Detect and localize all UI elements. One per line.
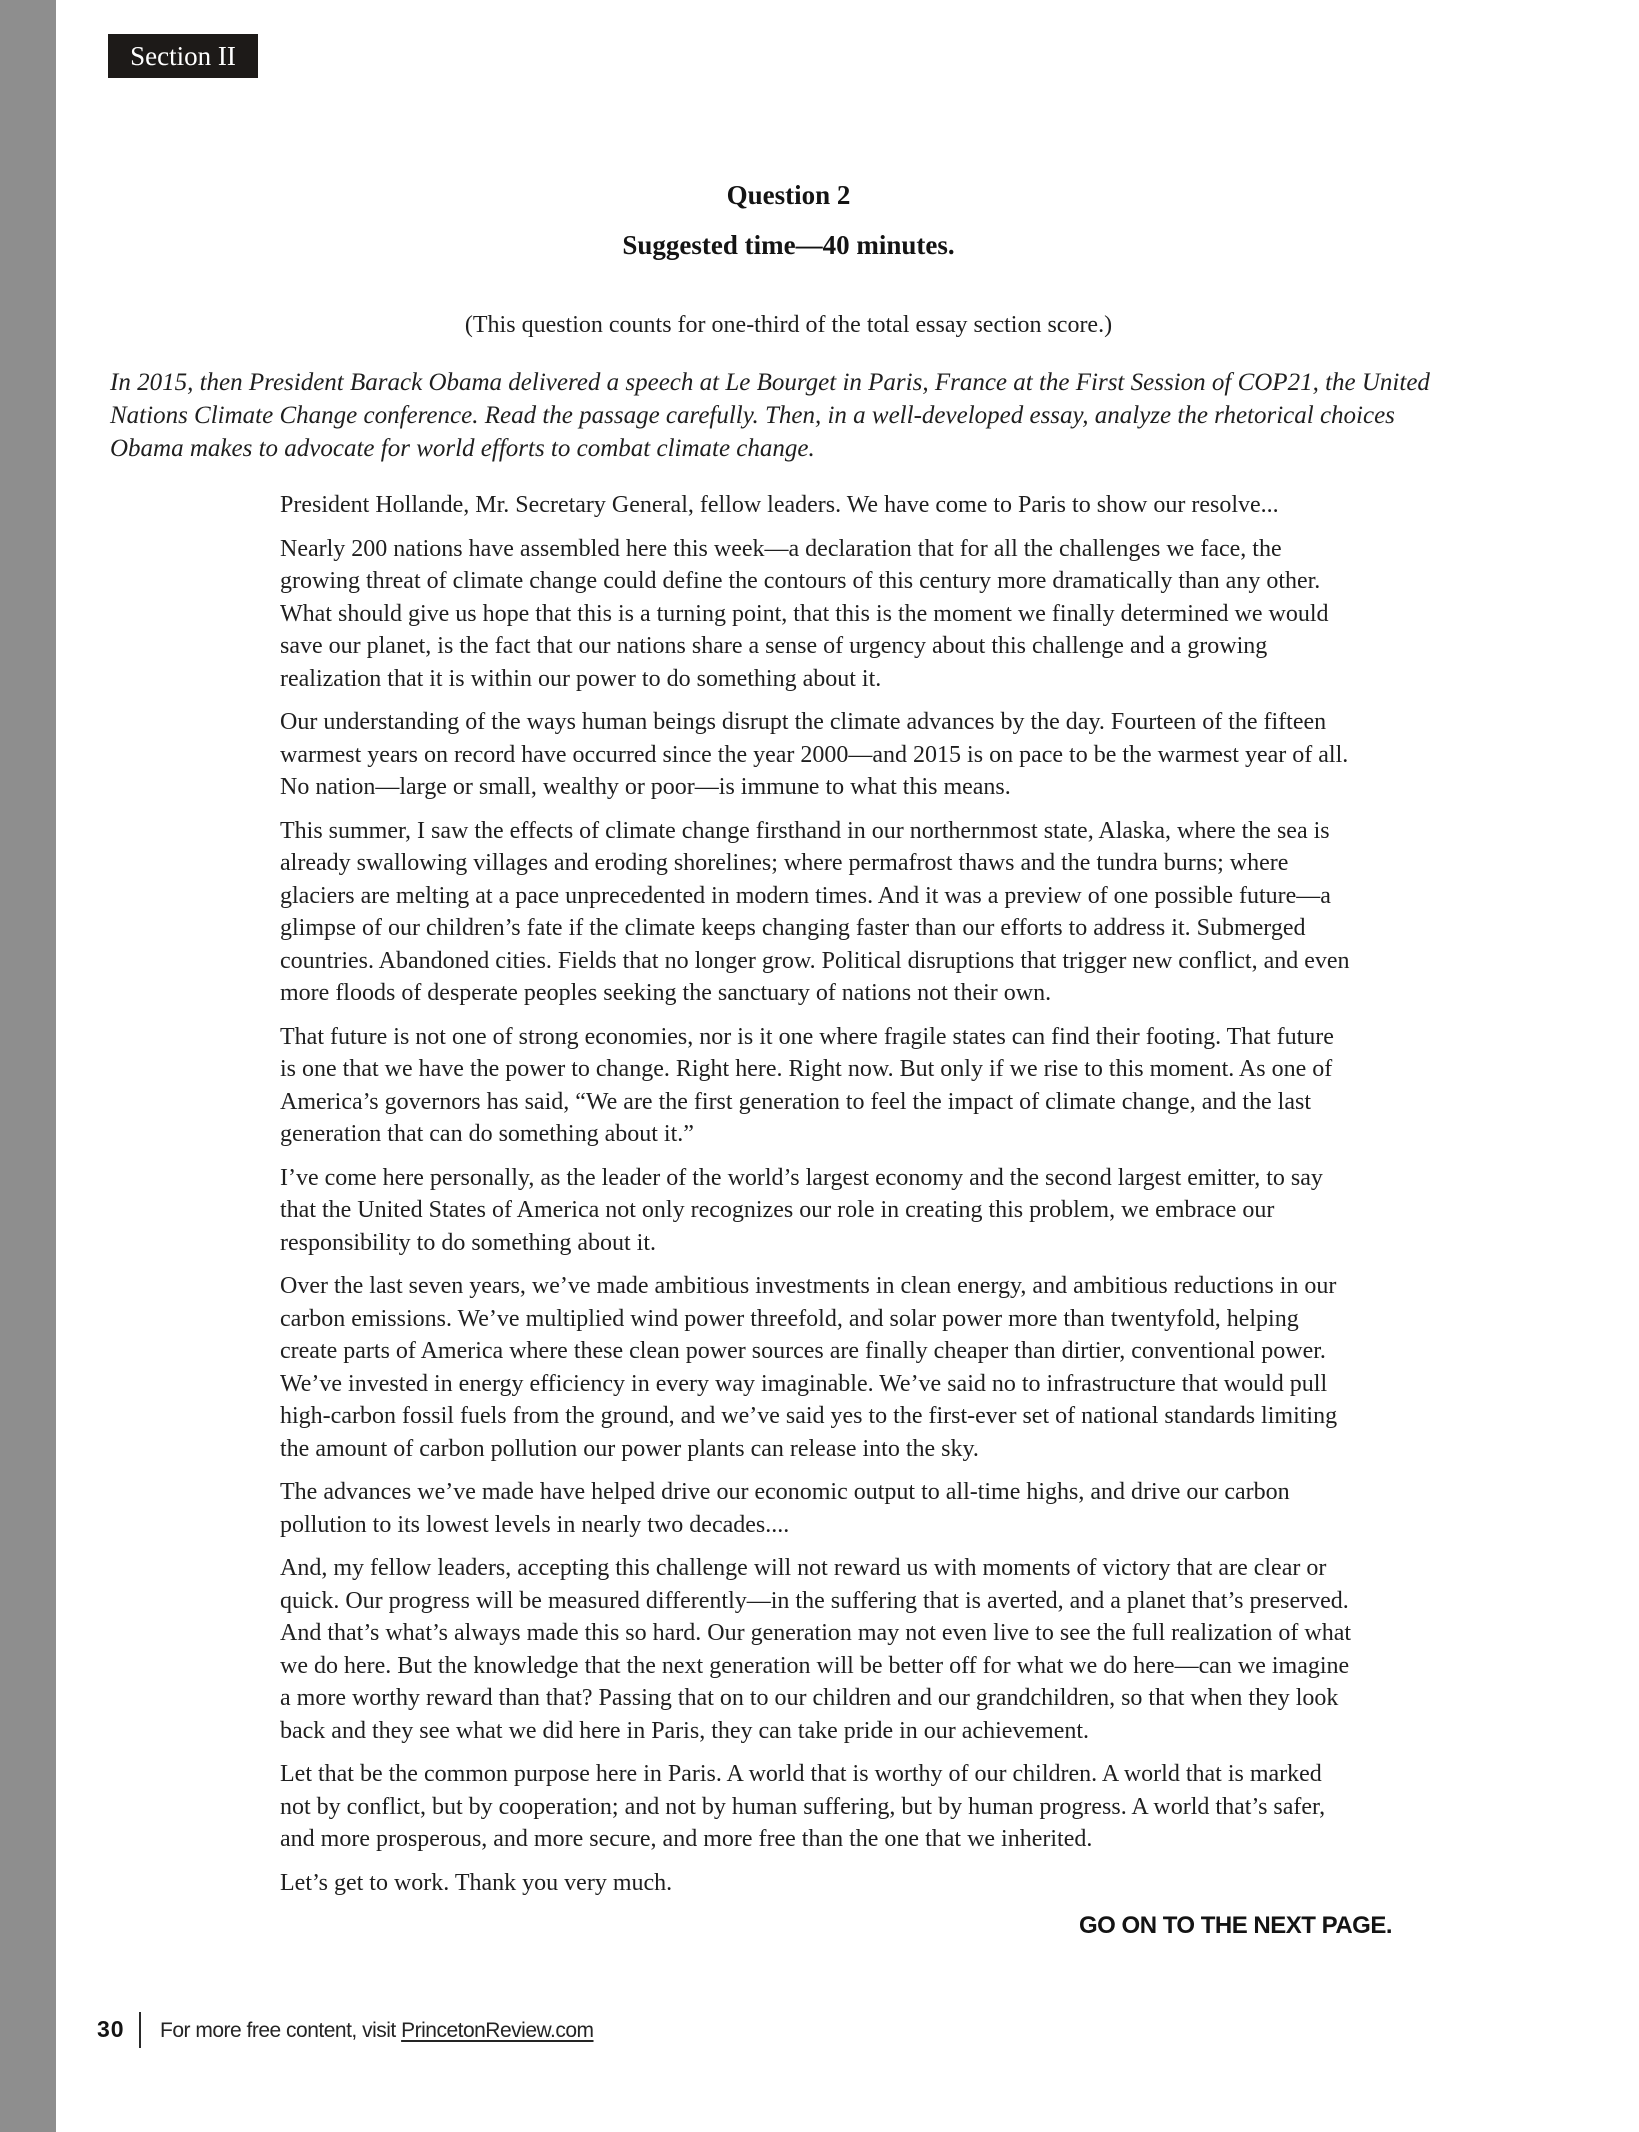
passage-paragraph: That future is not one of strong economies, nor is it one where fragile states can find their footing. That future is one that we have the power to change. Right here. Right now. But only if we rise to this moment. As one of America’s governors has said, “We are the first generation to feel the impact of climate change, and the last generation that can do something about it.” xyxy=(280,1023,1334,1147)
footer-tagline: For more free content, visit xyxy=(160,2019,402,2042)
passage-paragraph: The advances we’ve made have helped drive our economic output to all-time highs, and drive our carbon pollution to its lowest levels in nearly two decades.... xyxy=(280,1479,1290,1538)
footer-text xyxy=(160,2019,594,2043)
passage xyxy=(280,489,1353,1910)
passage-paragraph: President Hollande, Mr. Secretary General, fellow leaders. We have come to Paris to show our resolve... xyxy=(280,492,1279,518)
go-on-notice: GO ON TO THE NEXT PAGE. xyxy=(1079,1912,1392,1939)
page-number: 30 xyxy=(97,2016,125,2042)
passage-paragraph: Nearly 200 nations have assembled here this week—a declaration that for all the challenges we face, the growing threat of climate change could define the contours of this century more dramatically than any other. What should give us hope that this is a turning point, that this is the moment we finally determined we would save our planet, is the fact that our nations share a sense of urgency about this challenge and a growing realization that it is within our power to do something about it. xyxy=(280,535,1329,692)
section-badge-label: Section II xyxy=(130,40,236,71)
passage-paragraph: I’ve come here personally, as the leader of the world’s largest economy and the second largest emitter, to say that the United States of America not only recognizes our role in creating this problem, we embrace our responsibility to do something about it. xyxy=(280,1164,1323,1256)
passage-paragraph: And, my fellow leaders, accepting this challenge will not reward us with moments of victory that are clear or quick. Our progress will be measured differently—in the suffering that is averted, and a planet that’s preserved. And that’s what’s always made this so hard. Our generation may not even live to see the full realization of what we do here. But the knowledge that the next generation will be better off for what we do here—can we imagine a more worthy reward than that? Passing that on to our children and our grandchildren, so that when they look back and they see what we did here in Paris, they can take pride in our achievement. xyxy=(280,1555,1352,1744)
prompt-text: In 2015, then President Barack Obama delivered a speech at Le Bourget in Paris, France at the First Session of COP21, the United Nations Climate Change conference. Read the passage carefully. Then, in a well-developed essay, analyze the rhetorical choices Obama makes to advocate for world efforts to combat climate change. xyxy=(110,369,1430,462)
footer-divider xyxy=(139,2012,141,2048)
princeton-review-link[interactable]: PrincetonReview.com xyxy=(401,2019,594,2042)
passage-paragraph: This summer, I saw the effects of climate change firsthand in our northernmost state, Alaska, where the sea is already swallowing villages and eroding shorelines; where permafrost thaws and the tundra burns; where glaciers are melting at a pace unprecedented in modern times. And it was a preview of one possible future—a glimpse of our children’s fate if the climate keeps changing faster than our efforts to address it. Submerged countries. Abandoned cities. Fields that no longer grow. Political disruptions that trigger new conflict, and even more floods of desperate peoples seeking the sanctuary of nations not their own. xyxy=(280,817,1350,1006)
passage-paragraph: Over the last seven years, we’ve made ambitious investments in clean energy, and ambitious reductions in our carbon emissions. We’ve multiplied wind power threefold, and solar power more than twentyfold, helping create parts of America where these clean power sources are finally cheaper than dirtier, conventional power. We’ve invested in energy efficiency in every way imaginable. We’ve said no to infrastructure that would pull high-carbon fossil fuels from the ground, and we’ve said yes to the first-ever set of national standards limiting the amount of carbon pollution our power plants can release into the sky. xyxy=(280,1273,1338,1462)
question-title: Question 2 xyxy=(726,180,851,210)
left-margin-bar xyxy=(0,0,56,2132)
passage-paragraph: Let that be the common purpose here in Paris. A world that is worthy of our children. A world that is marked not by conflict, but by cooperation; and not by human suffering, but by human progress. A world that’s safer, and more prosperous, and more secure, and more free than the one that we inherited. xyxy=(280,1761,1326,1852)
score-note: (This question counts for one-third of the total essay section score.) xyxy=(464,312,1113,338)
suggested-time: Suggested time—40 minutes. xyxy=(622,230,955,260)
section-badge xyxy=(108,34,258,78)
passage-paragraph: Our understanding of the ways human beings disrupt the climate advances by the day. Fourteen of the fifteen warmest years on record have occurred since the year 2000—and 2015 is on pace to be the warmest year of all. No nation—large or small, wealthy or poor—is immune to what this means. xyxy=(280,709,1349,800)
passage-paragraph: Let’s get to work. Thank you very much. xyxy=(280,1869,673,1896)
